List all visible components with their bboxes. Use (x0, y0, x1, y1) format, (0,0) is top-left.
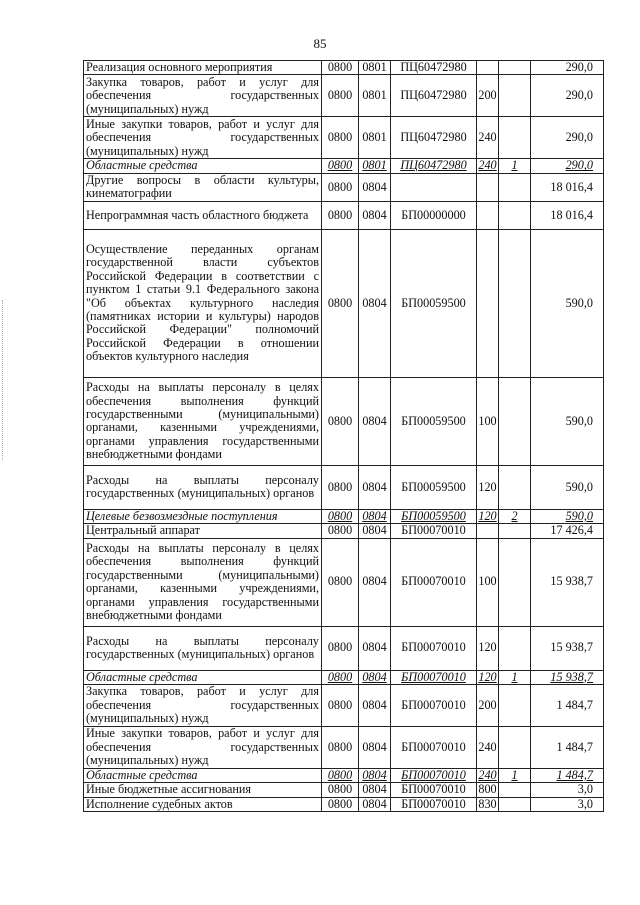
expense-type-cell: 200 (477, 685, 499, 727)
target-article-cell: БП00070010 (391, 797, 477, 811)
section-code-cell: 0800 (322, 465, 359, 509)
section-code-cell: 0800 (322, 377, 359, 465)
funding-source-cell (499, 783, 531, 797)
table-row (84, 797, 604, 811)
row-name-cell: Закупка товаров, работ и услуг для обеспечения государственных (муниципальных) нужд (84, 75, 322, 117)
subsection-code-cell: 0804 (359, 727, 391, 769)
subsection-code-cell: 0804 (359, 783, 391, 797)
expense-type-cell: 120 (477, 626, 499, 670)
target-article-cell: БП00059500 (391, 377, 477, 465)
expense-type-cell: 240 (478, 768, 497, 783)
expense-type-cell: 240 (477, 727, 499, 769)
table-row (84, 229, 604, 377)
table-row (84, 201, 604, 229)
section-code-cell: 0800 (322, 159, 359, 173)
table-body (84, 61, 604, 812)
funding-source-cell: 1 (499, 769, 531, 783)
table-row (84, 524, 604, 538)
funding-source-cell (499, 61, 531, 75)
expense-type-cell: 100 (477, 377, 499, 465)
amount-cell: 290,0 (531, 159, 604, 173)
expense-type-cell (477, 229, 499, 377)
target-article-cell: ПЦ60472980 (391, 159, 477, 173)
amount-cell: 18 016,4 (531, 201, 604, 229)
target-article-cell: БП00070010 (391, 727, 477, 769)
table-row (84, 685, 604, 727)
target-article-cell: БП00000000 (391, 201, 477, 229)
row-name-cell: Реализация основного мероприятия (84, 61, 322, 75)
funding-source-cell (499, 538, 531, 626)
expense-type-cell: 830 (478, 797, 497, 811)
table-row (84, 465, 604, 509)
funding-source-cell (499, 201, 531, 229)
subsection-code-cell: 0804 (359, 538, 391, 626)
target-article-cell: БП00070010 (391, 538, 477, 626)
section-code-cell: 0800 (322, 685, 359, 727)
section-code-cell: 0800 (322, 61, 359, 75)
subsection-code-cell: 0804 (359, 201, 391, 229)
row-name-cell: Непрограммная часть областного бюджета (84, 201, 322, 229)
expense-type-cell (477, 173, 499, 201)
row-name-cell: Областные средства (84, 670, 322, 684)
funding-source-cell (499, 465, 531, 509)
section-code-cell: 0800 (322, 524, 359, 538)
table-row (84, 769, 604, 783)
amount-cell: 590,0 (531, 229, 604, 377)
section-code-cell: 0800 (322, 626, 359, 670)
table-row (84, 159, 604, 173)
expense-type-cell: 240 (478, 158, 497, 173)
expense-type-cell: 240 (477, 117, 499, 159)
table-row (84, 117, 604, 159)
expense-type-cell (477, 61, 499, 75)
amount-cell: 15 938,7 (531, 626, 604, 670)
section-code-cell: 0800 (322, 117, 359, 159)
amount-cell: 590,0 (531, 377, 604, 465)
amount-cell: 590,0 (531, 509, 604, 523)
funding-source-cell (499, 229, 531, 377)
amount-cell: 18 016,4 (531, 173, 604, 201)
amount-cell: 3,0 (531, 797, 604, 811)
target-article-cell: БП00059500 (391, 465, 477, 509)
section-code-cell: 0800 (322, 538, 359, 626)
subsection-code-cell: 0804 (359, 797, 391, 811)
target-article-cell: БП00070010 (391, 626, 477, 670)
margin-mark (2, 300, 6, 460)
table-row (84, 509, 604, 523)
row-name-cell: Иные закупки товаров, работ и услуг для обеспечения государственных (муниципальных) нужд (84, 117, 322, 159)
section-code-cell: 0800 (322, 670, 359, 684)
section-code-cell: 0800 (322, 201, 359, 229)
subsection-code-cell: 0804 (359, 229, 391, 377)
subsection-code-cell: 0801 (359, 159, 391, 173)
expense-type-cell (477, 524, 499, 538)
subsection-code-cell: 0804 (359, 377, 391, 465)
funding-source-cell (499, 75, 531, 117)
target-article-cell: БП00070010 (391, 670, 477, 684)
amount-cell: 17 426,4 (531, 524, 604, 538)
target-article-cell: ПЦ60472980 (391, 75, 477, 117)
amount-cell: 290,0 (531, 75, 604, 117)
expense-type-cell: 800 (478, 782, 497, 797)
table-row (84, 538, 604, 626)
row-name-cell: Другие вопросы в области культуры, кинематографии (84, 173, 322, 201)
subsection-code-cell: 0804 (359, 670, 391, 684)
expense-type-cell: 100 (477, 538, 499, 626)
amount-cell: 290,0 (531, 117, 604, 159)
funding-source-cell (499, 377, 531, 465)
table-row (84, 377, 604, 465)
expense-type-cell: 120 (478, 670, 497, 684)
amount-cell: 3,0 (531, 783, 604, 797)
target-article-cell (391, 173, 477, 201)
target-article-cell: БП00059500 (391, 229, 477, 377)
amount-cell: 290,0 (531, 61, 604, 75)
funding-source-cell (499, 727, 531, 769)
table-row (84, 75, 604, 117)
row-name-cell: Расходы на выплаты персоналу в целях обеспечения выполнения функций государственными (муниципальными) органами, казенными учреждениями, органами управления государственными внебюджетными фондами (84, 377, 322, 465)
row-name-cell: Закупка товаров, работ и услуг для обеспечения государственных (муниципальных) нужд (84, 685, 322, 727)
section-code-cell: 0800 (322, 769, 359, 783)
row-name-cell: Расходы на выплаты персоналу государственных (муниципальных) органов (84, 626, 322, 670)
amount-cell: 590,0 (531, 465, 604, 509)
section-code-cell: 0800 (322, 229, 359, 377)
row-name-cell: Центральный аппарат (84, 524, 322, 538)
funding-source-cell: 2 (499, 509, 531, 523)
subsection-code-cell: 0804 (359, 509, 391, 523)
subsection-code-cell: 0804 (359, 173, 391, 201)
subsection-code-cell: 0804 (359, 685, 391, 727)
expense-type-cell: 120 (478, 509, 497, 523)
row-name-cell: Областные средства (84, 159, 322, 173)
row-name-cell: Расходы на выплаты персоналу государственных (муниципальных) органов (84, 465, 322, 509)
row-name-cell: Иные закупки товаров, работ и услуг для обеспечения государственных (муниципальных) нужд (84, 727, 322, 769)
budget-table (83, 60, 604, 812)
page-number: 85 (313, 36, 327, 51)
amount-cell: 1 484,7 (531, 685, 604, 727)
table-row (84, 626, 604, 670)
subsection-code-cell: 0804 (359, 626, 391, 670)
funding-source-cell: 1 (499, 159, 531, 173)
subsection-code-cell: 0804 (359, 769, 391, 783)
table-row (84, 670, 604, 684)
row-name-cell: Целевые безвозмездные поступления (84, 509, 322, 523)
funding-source-cell (499, 797, 531, 811)
subsection-code-cell: 0801 (359, 117, 391, 159)
section-code-cell: 0800 (322, 75, 359, 117)
amount-cell: 15 938,7 (531, 538, 604, 626)
target-article-cell: БП00070010 (391, 783, 477, 797)
amount-cell: 1 484,7 (531, 769, 604, 783)
funding-source-cell (499, 524, 531, 538)
funding-source-cell (499, 626, 531, 670)
section-code-cell: 0800 (322, 509, 359, 523)
table-row (84, 61, 604, 75)
subsection-code-cell: 0804 (359, 524, 391, 538)
table-row (84, 727, 604, 769)
row-name-cell: Осуществление переданных органам государственной власти субъектов Российской Федерации в соответствии с пунктом 1 статьи 9.1 Федерального закона "Об объектах культурного наследия (памятниках истории и культуры) народов Российской Федерации" полномочий Российской Федерации в отношении объектов культурного наследия (84, 229, 322, 377)
row-name-cell: Иные бюджетные ассигнования (84, 783, 322, 797)
target-article-cell: ПЦ60472980 (391, 117, 477, 159)
expense-type-cell (477, 201, 499, 229)
subsection-code-cell: 0801 (359, 75, 391, 117)
funding-source-cell (499, 173, 531, 201)
subsection-code-cell: 0804 (359, 465, 391, 509)
target-article-cell: БП00070010 (391, 685, 477, 727)
amount-cell: 15 938,7 (531, 670, 604, 684)
table-row (84, 173, 604, 201)
section-code-cell: 0800 (322, 173, 359, 201)
table-row (84, 783, 604, 797)
target-article-cell: БП00059500 (391, 509, 477, 523)
target-article-cell: ПЦ60472980 (391, 61, 477, 75)
funding-source-cell (499, 685, 531, 727)
row-name-cell: Областные средства (84, 769, 322, 783)
funding-source-cell: 1 (499, 670, 531, 684)
target-article-cell: БП00070010 (391, 769, 477, 783)
section-code-cell: 0800 (322, 727, 359, 769)
row-name-cell: Расходы на выплаты персоналу в целях обеспечения выполнения функций государственными (муниципальными) органами, казенными учреждениями, органами управления государственными внебюджетными фондами (84, 538, 322, 626)
target-article-cell: БП00070010 (391, 524, 477, 538)
subsection-code-cell: 0801 (359, 61, 391, 75)
section-code-cell: 0800 (322, 797, 359, 811)
amount-cell: 1 484,7 (531, 727, 604, 769)
expense-type-cell: 200 (477, 75, 499, 117)
expense-type-cell: 120 (477, 465, 499, 509)
section-code-cell: 0800 (322, 783, 359, 797)
row-name-cell: Исполнение судебных актов (84, 797, 322, 811)
funding-source-cell (499, 117, 531, 159)
